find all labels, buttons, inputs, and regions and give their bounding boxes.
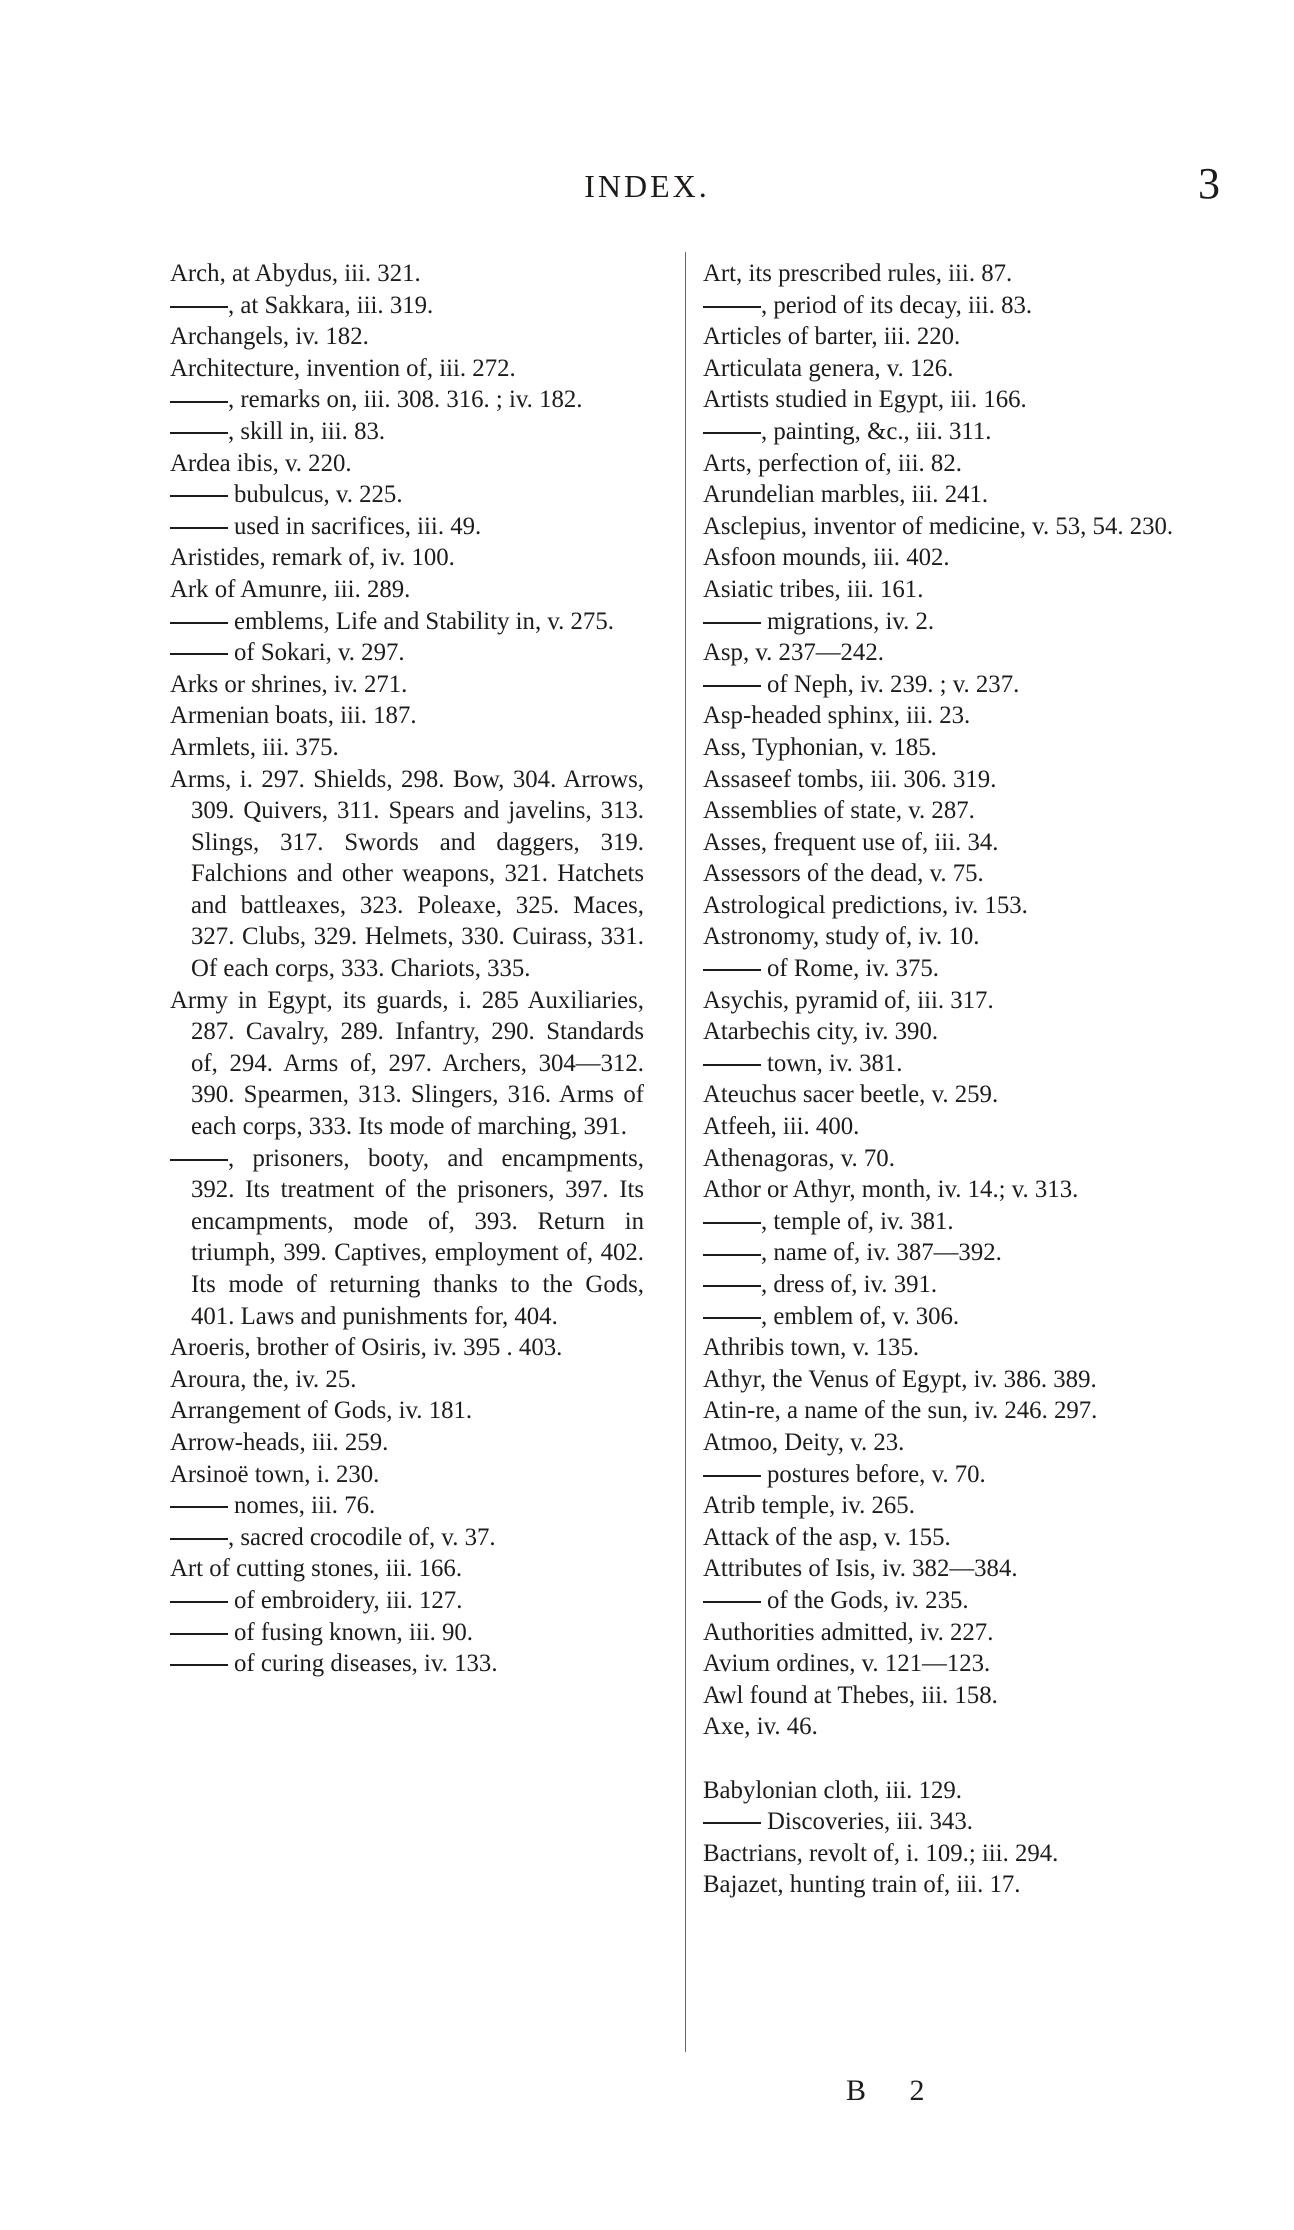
index-entry [170, 416, 644, 448]
index-entry [703, 1553, 1195, 1585]
index-entry [170, 1459, 644, 1491]
index-entry-text: Attributes of Isis, iv. 382—384. [703, 1555, 1018, 1583]
index-entry-text: of Rome, iv. 375. [767, 955, 939, 983]
ditto-dash [170, 1664, 228, 1666]
index-entry [703, 795, 1195, 827]
ditto-dash [703, 1254, 761, 1256]
index-entry-text: , name of, iv. 387—392. [761, 1239, 1002, 1267]
index-entry [170, 479, 644, 511]
ditto-dash [703, 1222, 761, 1224]
index-entry [703, 1838, 1195, 1870]
index-entry [703, 1427, 1195, 1459]
index-entry [170, 1553, 644, 1585]
index-entry [170, 1332, 644, 1364]
ditto-dash [703, 1317, 761, 1319]
index-entry-text: Assaseef tombs, iii. 306. 319. [703, 765, 997, 793]
index-entry-text: , remarks on, iii. 308. 316. ; iv. 182. [228, 386, 583, 414]
index-entry [170, 669, 644, 701]
index-entry-text: , temple of, iv. 381. [761, 1207, 954, 1235]
index-entry-text: Axe, iv. 46. [703, 1713, 818, 1741]
index-entry-text: of the Gods, iv. 235. [767, 1586, 969, 1614]
index-entry-text: Artists studied in Egypt, iii. 166. [703, 386, 1027, 414]
index-entry-text: Astrological predictions, iv. 153. [703, 891, 1028, 919]
index-entry [703, 700, 1195, 732]
index-entry [703, 1490, 1195, 1522]
index-entry-text: Atfeeh, iii. 400. [703, 1113, 860, 1141]
ditto-dash [170, 622, 228, 624]
ditto-dash [170, 527, 228, 529]
index-entry-text: Aristides, remark of, iv. 100. [170, 544, 455, 572]
index-entry [703, 1237, 1195, 1269]
index-entry [170, 448, 644, 480]
index-entry [170, 700, 644, 732]
index-entry-text: Awl found at Thebes, iii. 158. [703, 1681, 998, 1709]
ditto-dash [170, 401, 228, 403]
signature-mark: B 2 [846, 2074, 943, 2107]
index-entry [703, 1680, 1195, 1712]
index-entry [703, 1775, 1195, 1807]
ditto-dash [703, 685, 761, 687]
column-rule [685, 252, 686, 2052]
index-entry-text: Athribis town, v. 135. [703, 1334, 920, 1362]
index-entry-text: of Neph, iv. 239. ; v. 237. [767, 670, 1020, 698]
index-entry-text: Articulata genera, v. 126. [703, 354, 954, 382]
index-entry [703, 1269, 1195, 1301]
index-entry-text: Athenagoras, v. 70. [703, 1144, 895, 1172]
index-entry [170, 1490, 644, 1522]
index-entry-text: Aroura, the, iv. 25. [170, 1365, 357, 1393]
index-entry-text: Art, its prescribed rules, iii. 87. [703, 260, 1013, 287]
index-entry [703, 890, 1195, 922]
index-entry-text: Asses, frequent use of, iii. 34. [703, 828, 999, 856]
index-entry [170, 511, 644, 543]
index-entry [703, 1459, 1195, 1491]
right-index-column [703, 258, 1195, 1901]
index-entry-text: Avium ordines, v. 121—123. [703, 1650, 991, 1678]
ditto-dash [170, 306, 228, 308]
index-entry-text: Atarbechis city, iv. 390. [703, 1018, 939, 1046]
index-entry-text: Astronomy, study of, iv. 10. [703, 923, 980, 951]
index-entry-text: Atrib temple, iv. 265. [703, 1492, 915, 1520]
index-entry-text: Athor or Athyr, month, iv. 14.; v. 313. [703, 1176, 1079, 1204]
index-entry [703, 1301, 1195, 1333]
index-entry-text: emblems, Life and Stability in, v. 275. [234, 607, 614, 635]
index-entry-text: Arts, perfection of, iii. 82. [703, 449, 962, 477]
index-entry-text: Ass, Typhonian, v. 185. [703, 733, 937, 761]
ditto-dash [170, 1633, 228, 1635]
index-entry [703, 384, 1195, 416]
index-entry [703, 637, 1195, 669]
index-entry-text: Art of cutting stones, iii. 166. [170, 1555, 463, 1583]
index-entry-text: Attack of the asp, v. 155. [703, 1523, 951, 1551]
index-entry [703, 669, 1195, 701]
index-entry-text: Atin-re, a name of the sun, iv. 246. 297. [703, 1397, 1098, 1425]
index-entry-text: , at Sakkara, iii. 319. [228, 291, 434, 319]
index-entry [703, 953, 1195, 985]
index-entry [703, 1617, 1195, 1649]
index-entry [170, 1427, 644, 1459]
index-entry-text: postures before, v. 70. [767, 1460, 986, 1488]
index-entry [703, 416, 1195, 448]
index-entry-text: Bajazet, hunting train of, iii. 17. [703, 1871, 1021, 1899]
index-entry-text: Babylonian cloth, iii. 129. [703, 1776, 962, 1804]
index-entry [703, 858, 1195, 890]
index-entry [170, 1395, 644, 1427]
ditto-dash [703, 622, 761, 624]
index-entry-text: Architecture, invention of, iii. 272. [170, 354, 516, 382]
index-entry [703, 1332, 1195, 1364]
index-entry [703, 921, 1195, 953]
index-entry [170, 574, 644, 606]
index-entry [703, 448, 1195, 480]
index-entry [170, 542, 644, 574]
index-entry [703, 290, 1195, 322]
index-entry [703, 1585, 1195, 1617]
index-entry-text: Ateuchus sacer beetle, v. 259. [703, 1081, 999, 1109]
index-entry [170, 1585, 644, 1617]
index-entry [703, 1869, 1195, 1901]
left-index-column [170, 258, 644, 1680]
index-entry [170, 258, 644, 290]
index-entry-text: Asychis, pyramid of, iii. 317. [703, 986, 994, 1014]
index-entry-text: Asfoon mounds, iii. 402. [703, 544, 950, 572]
index-entry-text: Assemblies of state, v. 287. [703, 797, 975, 825]
index-entry-text: of Sokari, v. 297. [234, 639, 405, 667]
index-entry [703, 511, 1195, 543]
index-entry-text: used in sacrifices, iii. 49. [234, 512, 482, 540]
index-entry [703, 353, 1195, 385]
ditto-dash [703, 1064, 761, 1066]
index-entry [703, 1174, 1195, 1206]
index-entry [170, 1364, 644, 1396]
ditto-dash [703, 969, 761, 971]
index-entry [170, 290, 644, 322]
index-entry-text: Discoveries, iii. 343. [767, 1808, 973, 1836]
index-entry [703, 574, 1195, 606]
index-entry-text: migrations, iv. 2. [767, 607, 935, 635]
index-entry-text: of embroidery, iii. 127. [234, 1586, 463, 1614]
index-entry-text: Arks or shrines, iv. 271. [170, 670, 408, 698]
index-entry [170, 321, 644, 353]
ditto-dash [170, 432, 228, 434]
index-entry [703, 764, 1195, 796]
index-entry-text: Authorities admitted, iv. 227. [703, 1618, 994, 1646]
running-head: INDEX. [584, 168, 710, 204]
index-entry-text: Articles of barter, iii. 220. [703, 323, 961, 351]
ditto-dash [170, 1506, 228, 1508]
index-entry [170, 384, 644, 416]
index-entry-text: Armlets, iii. 375. [170, 733, 339, 761]
index-entry [703, 1648, 1195, 1680]
index-entry [703, 1522, 1195, 1554]
index-entry-text: Army in Egypt, its guards, i. 285 Auxiliaries, 287. Cavalry, 289. Infantry, 290. Standards of, 294. Arms of, 297. Archers, 304—312. 390. Spearmen, 313. Slingers, 316. Arms of each corps, 333. Its mode of marching, 391. [170, 986, 644, 1141]
index-entry [703, 258, 1195, 290]
index-entry [703, 606, 1195, 638]
index-entry [703, 479, 1195, 511]
index-entry-text: of fusing known, iii. 90. [234, 1618, 474, 1646]
index-entry-text: , prisoners, booty, and encampments, 392. Its treatment of the prisoners, 397. Its encampments, mode of, 393. Return in triumph, 399. Captives, employment of, 402. Its mode of returning thanks to the Gods, 401. Laws and punishments for, 404. [191, 1144, 644, 1330]
page-number: 3 [1198, 159, 1220, 208]
ditto-dash [170, 495, 228, 497]
index-entry-text: , painting, &c., iii. 311. [761, 417, 992, 445]
index-entry-text: , period of its decay, iii. 83. [761, 291, 1033, 319]
ditto-dash [703, 432, 761, 434]
index-entry-text: , dress of, iv. 391. [761, 1271, 938, 1298]
ditto-dash [703, 1475, 761, 1477]
index-entry-text: Asiatic tribes, iii. 161. [703, 575, 924, 603]
index-entry [703, 827, 1195, 859]
index-entry [703, 1048, 1195, 1080]
index-entry-text: nomes, iii. 76. [234, 1492, 376, 1520]
ditto-dash [703, 1285, 761, 1287]
index-entry [703, 1143, 1195, 1175]
index-entry-text: Asp-headed sphinx, iii. 23. [703, 702, 971, 730]
ditto-dash [703, 1601, 761, 1603]
index-entry [703, 1806, 1195, 1838]
index-entry [170, 985, 644, 1143]
index-entry-text: , sacred crocodile of, v. 37. [228, 1523, 496, 1551]
index-entry-text: Bactrians, revolt of, i. 109.; iii. 294. [703, 1839, 1059, 1867]
index-entry [703, 985, 1195, 1017]
index-entry-text: Armenian boats, iii. 187. [170, 702, 417, 730]
ditto-dash [170, 1601, 228, 1603]
index-entry [170, 637, 644, 669]
index-entry-text: bubulcus, v. 225. [234, 481, 403, 509]
index-entry [703, 321, 1195, 353]
index-entry-text: , skill in, iii. 83. [228, 417, 386, 445]
index-entry-text: Arms, i. 297. Shields, 298. Bow, 304. Arrows, 309. Quivers, 311. Spears and javelins, 313. Slings, 317. Swords and daggers, 319. Falchions and other weapons, 321. Hatchets and battleaxes, 323. Poleaxe, 325. Maces, 327. Clubs, 329. Helmets, 330. Cuirass, 331. Of each corps, 333. Chariots, 335. [170, 765, 644, 983]
index-entry-text: Ardea ibis, v. 220. [170, 449, 352, 477]
index-entry [703, 1395, 1195, 1427]
index-entry [703, 1016, 1195, 1048]
index-entry [703, 1111, 1195, 1143]
index-entry [703, 1206, 1195, 1238]
index-entry-text: Atmoo, Deity, v. 23. [703, 1428, 905, 1456]
ditto-dash [703, 306, 761, 308]
index-entry [170, 1143, 644, 1333]
ditto-dash [170, 1159, 228, 1161]
index-entry [170, 732, 644, 764]
index-entry-text: Arsinoë town, i. 230. [170, 1460, 380, 1488]
index-entry [170, 1648, 644, 1680]
index-entry [170, 353, 644, 385]
index-entry-text: Aroeris, brother of Osiris, iv. 395 . 403. [170, 1334, 563, 1362]
index-entry-text: Arundelian marbles, iii. 241. [703, 481, 989, 509]
index-entry-text: , emblem of, v. 306. [761, 1302, 960, 1330]
ditto-dash [703, 1822, 761, 1824]
index-entry [170, 606, 644, 638]
index-entry [170, 1617, 644, 1649]
index-entry-text: town, iv. 381. [767, 1049, 903, 1077]
index-entry-text: Arrangement of Gods, iv. 181. [170, 1397, 473, 1425]
index-entry [703, 732, 1195, 764]
index-entry-text: Archangels, iv. 182. [170, 323, 369, 351]
index-entry [703, 1364, 1195, 1396]
index-entry-text: Ark of Amunre, iii. 289. [170, 575, 411, 603]
index-entry-text: Assessors of the dead, v. 75. [703, 860, 984, 888]
index-entry [703, 1711, 1195, 1743]
ditto-dash [170, 1538, 228, 1540]
index-entry [170, 1522, 644, 1554]
index-entry-text: Asp, v. 237—242. [703, 639, 884, 667]
ditto-dash [170, 653, 228, 655]
index-entry-text: Arch, at Abydus, iii. 321. [170, 260, 421, 287]
index-entry [170, 764, 644, 985]
index-entry-text: of curing diseases, iv. 133. [234, 1650, 498, 1678]
index-entry-text: Asclepius, inventor of medicine, v. 53, 54. 230. [703, 512, 1174, 540]
index-entry-text: Athyr, the Venus of Egypt, iv. 386. 389. [703, 1365, 1097, 1393]
section-gap [703, 1743, 1195, 1775]
index-entry [703, 1079, 1195, 1111]
index-entry [703, 542, 1195, 574]
index-entry-text: Arrow-heads, iii. 259. [170, 1428, 389, 1456]
